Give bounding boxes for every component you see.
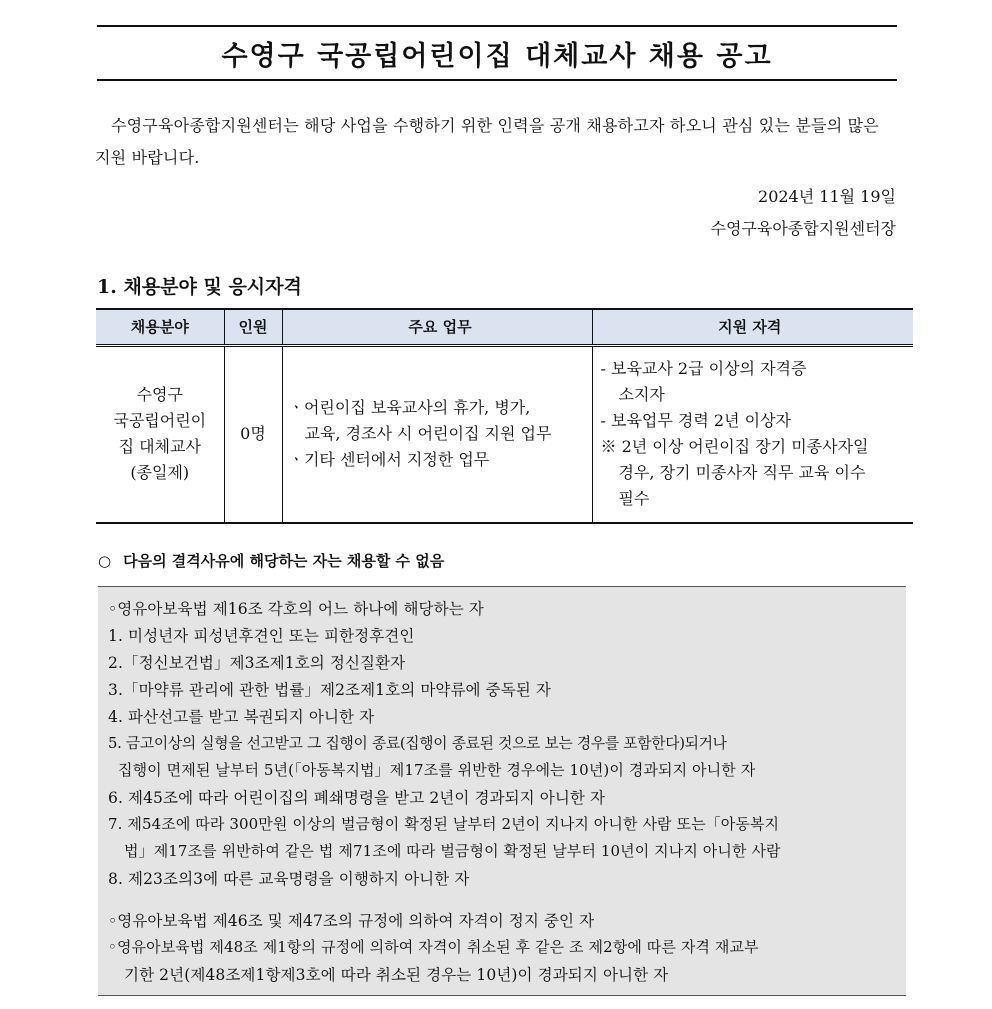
header-field: 채용분야 [96, 309, 224, 345]
intro-paragraph: 수영구육아종합지원센터는 해당 사업을 수행하기 위한 인력을 공개 채용하고자 하오니 관심 있는 분들의 많은 지원 바랍니다. [95, 116, 879, 167]
cell-field [96, 345, 224, 523]
disq-line: 법」제17조를 위반하여 같은 법 제71조에 따라 벌금형이 확정된 날부터 10년이 지나지 아니한 사람 [124, 842, 781, 860]
notice-date: 2024년 11월 19일 [758, 187, 896, 206]
table-row [96, 345, 913, 523]
qual-line: 경우, 장기 미종사자 직무 교육 이수 [618, 463, 866, 483]
duty-line: ㆍ기타 센터에서 지정한 업무 [288, 450, 490, 470]
title-block [97, 25, 897, 81]
issuer-name: 수영구육아종합지원센터장 [710, 219, 896, 238]
disq-line: 6. 제45조에 따라 어린이집의 폐쇄명령을 받고 2년이 경과되지 아니한 자 [108, 789, 606, 807]
disq-line: 집행이 면제된 날부터 5년(「아동복지법」제17조를 위반한 경우에는 10년)이 경과되지 아니한 자 [118, 761, 756, 779]
disqualification-box [98, 586, 906, 996]
field-line: (종일제) [130, 463, 190, 483]
disq-line: 5. 금고이상의 실형을 선고받고 그 집행이 종료(집행이 종료된 것으로 보는 경우를 포함한다)되거나 [108, 735, 727, 752]
qual-line: - 보육교사 2급 이상의 자격증 [600, 359, 807, 379]
disq-line: 8. 제23조의3에 따른 교육명령을 이행하지 아니한 자 [108, 870, 470, 888]
disq-line: 7. 제54조에 따라 300만원 이상의 벌금형이 확정된 날부터 2년이 지나지 아니한 사람 또는「아동복지 [108, 815, 780, 833]
field-line: 수영구 [136, 385, 183, 405]
field-line: 집 대체교사 [118, 437, 201, 457]
page-title: 수영구 국공립어린이집 대체교사 채용 공고 [221, 40, 773, 72]
disq-line: 2.「정신보건법」제3조제1호의 정신질환자 [108, 654, 406, 672]
disq-line: 3.「마약류 관리에 관한 법률」제2조제1호의 마약류에 중독된 자 [108, 681, 551, 699]
header-qualifications: 지원 자격 [592, 309, 913, 345]
table-header-row [96, 309, 913, 345]
cell-duties [282, 345, 592, 523]
disqualification-heading-text: 다음의 결격사유에 해당하는 자는 채용할 수 없음 [123, 552, 445, 570]
cell-qualifications [592, 345, 913, 523]
qual-line: - 보육업무 경력 2년 이상자 [600, 411, 791, 431]
disq-line: 4. 파산선고를 받고 복권되지 아니한 자 [108, 708, 375, 726]
qual-line: 소지자 [618, 385, 665, 405]
qual-line: 필수 [618, 489, 650, 509]
disq-line: ◦영유아보육법 제46조 및 제47조의 규정에 의하여 자격이 정지 중인 자 [108, 912, 595, 930]
qual-line: ※ 2년 이상 어린이집 장기 미종사자일 [600, 437, 869, 457]
field-line: 국공립어린이 [113, 411, 207, 431]
disqualification-heading [98, 550, 444, 571]
disq-line: ◦영유아보육법 제16조 각호의 어느 하나에 해당하는 자 [108, 600, 484, 618]
circle-bullet-icon: ○ [98, 552, 112, 570]
recruitment-table [96, 308, 913, 524]
cell-count: 0명 [224, 345, 282, 523]
duty-line: 교육, 경조사 시 어린이집 지원 업무 [304, 424, 552, 444]
disq-line: ◦영유아보육법 제48조 제1항의 규정에 의하여 자격이 취소된 후 같은 조 제2항에 따른 자격 재교부 [108, 938, 759, 956]
disq-line: 1. 미성년자 피성년후견인 또는 피한정후견인 [108, 627, 415, 645]
disq-line: 기한 2년(제48조제1항제3호에 따라 취소된 경우는 10년)이 경과되지 아니한 자 [124, 966, 669, 984]
section-heading-1: 1. 채용분야 및 응시자격 [97, 276, 302, 298]
duty-line: ㆍ어린이집 보육교사의 휴가, 병가, [288, 398, 531, 418]
header-count: 인원 [224, 309, 282, 345]
header-duties: 주요 업무 [282, 309, 592, 345]
